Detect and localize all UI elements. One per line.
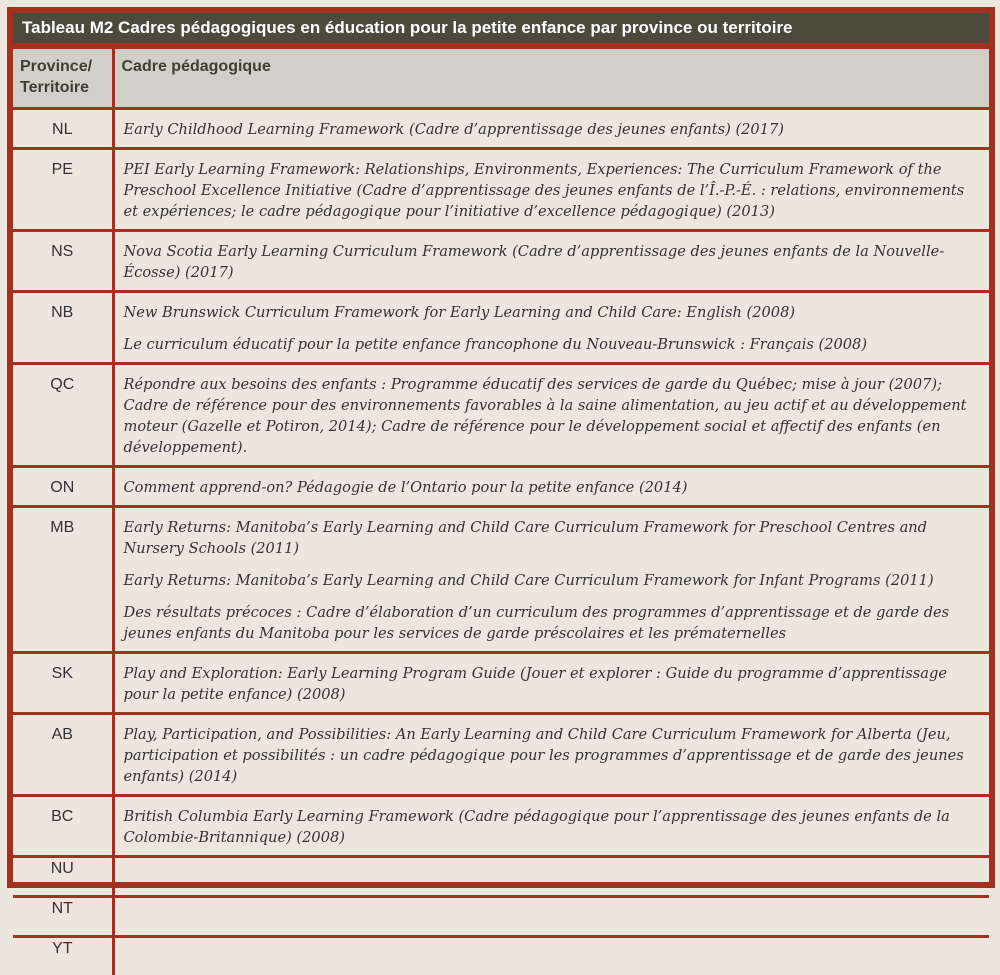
table-row [13, 857, 989, 897]
table-body [13, 109, 989, 975]
table-row [13, 897, 989, 937]
frameworks-table [13, 49, 989, 975]
province-code: PE [13, 149, 113, 231]
table-title: Tableau M2 Cadres pédagogiques en éducation pour la petite enfance par province ou territoire [13, 13, 989, 49]
framework-entry: Play and Exploration: Early Learning Program Guide (Jouer et explorer : Guide du programme d’apprentissage pour la petite enfance) (2008) [124, 663, 980, 705]
province-header-line2: Territoire [20, 79, 89, 96]
province-code: YT [13, 937, 113, 975]
framework-cell [113, 507, 989, 653]
framework-cell [113, 364, 989, 467]
table-row [13, 796, 989, 857]
province-code: AB [13, 714, 113, 796]
province-code: ON [13, 467, 113, 507]
framework-cell [113, 231, 989, 292]
framework-entry: Le curriculum éducatif pour la petite enfance francophone du Nouveau-Brunswick : Français (2008) [124, 334, 980, 355]
cadre-header: Cadre pédagogique [113, 49, 989, 109]
table-row [13, 507, 989, 653]
framework-cell [113, 937, 989, 975]
framework-cell [113, 714, 989, 796]
framework-cell [113, 653, 989, 714]
framework-cell [113, 149, 989, 231]
table-row [13, 149, 989, 231]
framework-entry: New Brunswick Curriculum Framework for Early Learning and Child Care: English (2008) [124, 302, 980, 323]
province-code: NB [13, 292, 113, 364]
province-header [13, 49, 113, 109]
framework-entry: PEI Early Learning Framework: Relationships, Environments, Experiences: The Curriculum Framework of the Preschool Excellence Initiative (Cadre d’apprentissage des jeunes enfants de l’Î.-P.-É. : relations, environnements et expériences; le cadre pédagogique pour l’initiative d’excellence pédagogique) (2013) [124, 159, 980, 222]
framework-cell [113, 857, 989, 897]
framework-entry: Early Childhood Learning Framework (Cadre d’apprentissage des jeunes enfants) (2017) [124, 119, 980, 140]
province-code: SK [13, 653, 113, 714]
framework-entry: Play, Participation, and Possibilities: An Early Learning and Child Care Curriculum Framework for Alberta (Jeu, participation et possibilités : un cadre pédagogique pour les programmes d’apprentissage et de garde des jeunes enfants) (2014) [124, 724, 980, 787]
table-frame [7, 7, 995, 888]
framework-cell [113, 109, 989, 149]
framework-cell [113, 897, 989, 937]
province-code: BC [13, 796, 113, 857]
table-row [13, 364, 989, 467]
framework-entry: Répondre aux besoins des enfants : Programme éducatif des services de garde du Québec; mise à jour (2007); Cadre de référence pour des environnements favorables à la saine alimentation, au jeu actif et au développement moteur (Gazelle et Potiron, 2014); Cadre de référence pour le développement social et affectif des enfants (en développement). [124, 374, 980, 458]
table-row [13, 109, 989, 149]
framework-entry: Early Returns: Manitoba’s Early Learning and Child Care Curriculum Framework for Infant Programs (2011) [124, 570, 980, 591]
framework-cell [113, 292, 989, 364]
province-code: NL [13, 109, 113, 149]
province-code: QC [13, 364, 113, 467]
table-row [13, 653, 989, 714]
framework-entry: Des résultats précoces : Cadre d’élaboration d’un curriculum des programmes d’apprentissage et de garde des jeunes enfants du Manitoba pour les services de garde préscolaires et les prématernelles [124, 602, 980, 644]
framework-entry: Early Returns: Manitoba’s Early Learning and Child Care Curriculum Framework for Preschool Centres and Nursery Schools (2011) [124, 517, 980, 559]
table-row [13, 292, 989, 364]
table-row [13, 231, 989, 292]
province-code: NT [13, 897, 113, 937]
province-code: NS [13, 231, 113, 292]
framework-cell [113, 796, 989, 857]
framework-cell [113, 467, 989, 507]
table-row [13, 714, 989, 796]
table-row [13, 937, 989, 975]
framework-entry: Comment apprend-on? Pédagogie de l’Ontario pour la petite enfance (2014) [124, 477, 980, 498]
table-row [13, 467, 989, 507]
province-code: NU [13, 857, 113, 897]
framework-entry: British Columbia Early Learning Framework (Cadre pédagogique pour l’apprentissage des jeunes enfants de la Colombie-Britannique) (2008) [124, 806, 980, 848]
framework-entry: Nova Scotia Early Learning Curriculum Framework (Cadre d’apprentissage des jeunes enfants de la Nouvelle-Écosse) (2017) [124, 241, 980, 283]
province-header-line1: Province/ [20, 58, 92, 75]
header-row [13, 49, 989, 109]
province-code: MB [13, 507, 113, 653]
